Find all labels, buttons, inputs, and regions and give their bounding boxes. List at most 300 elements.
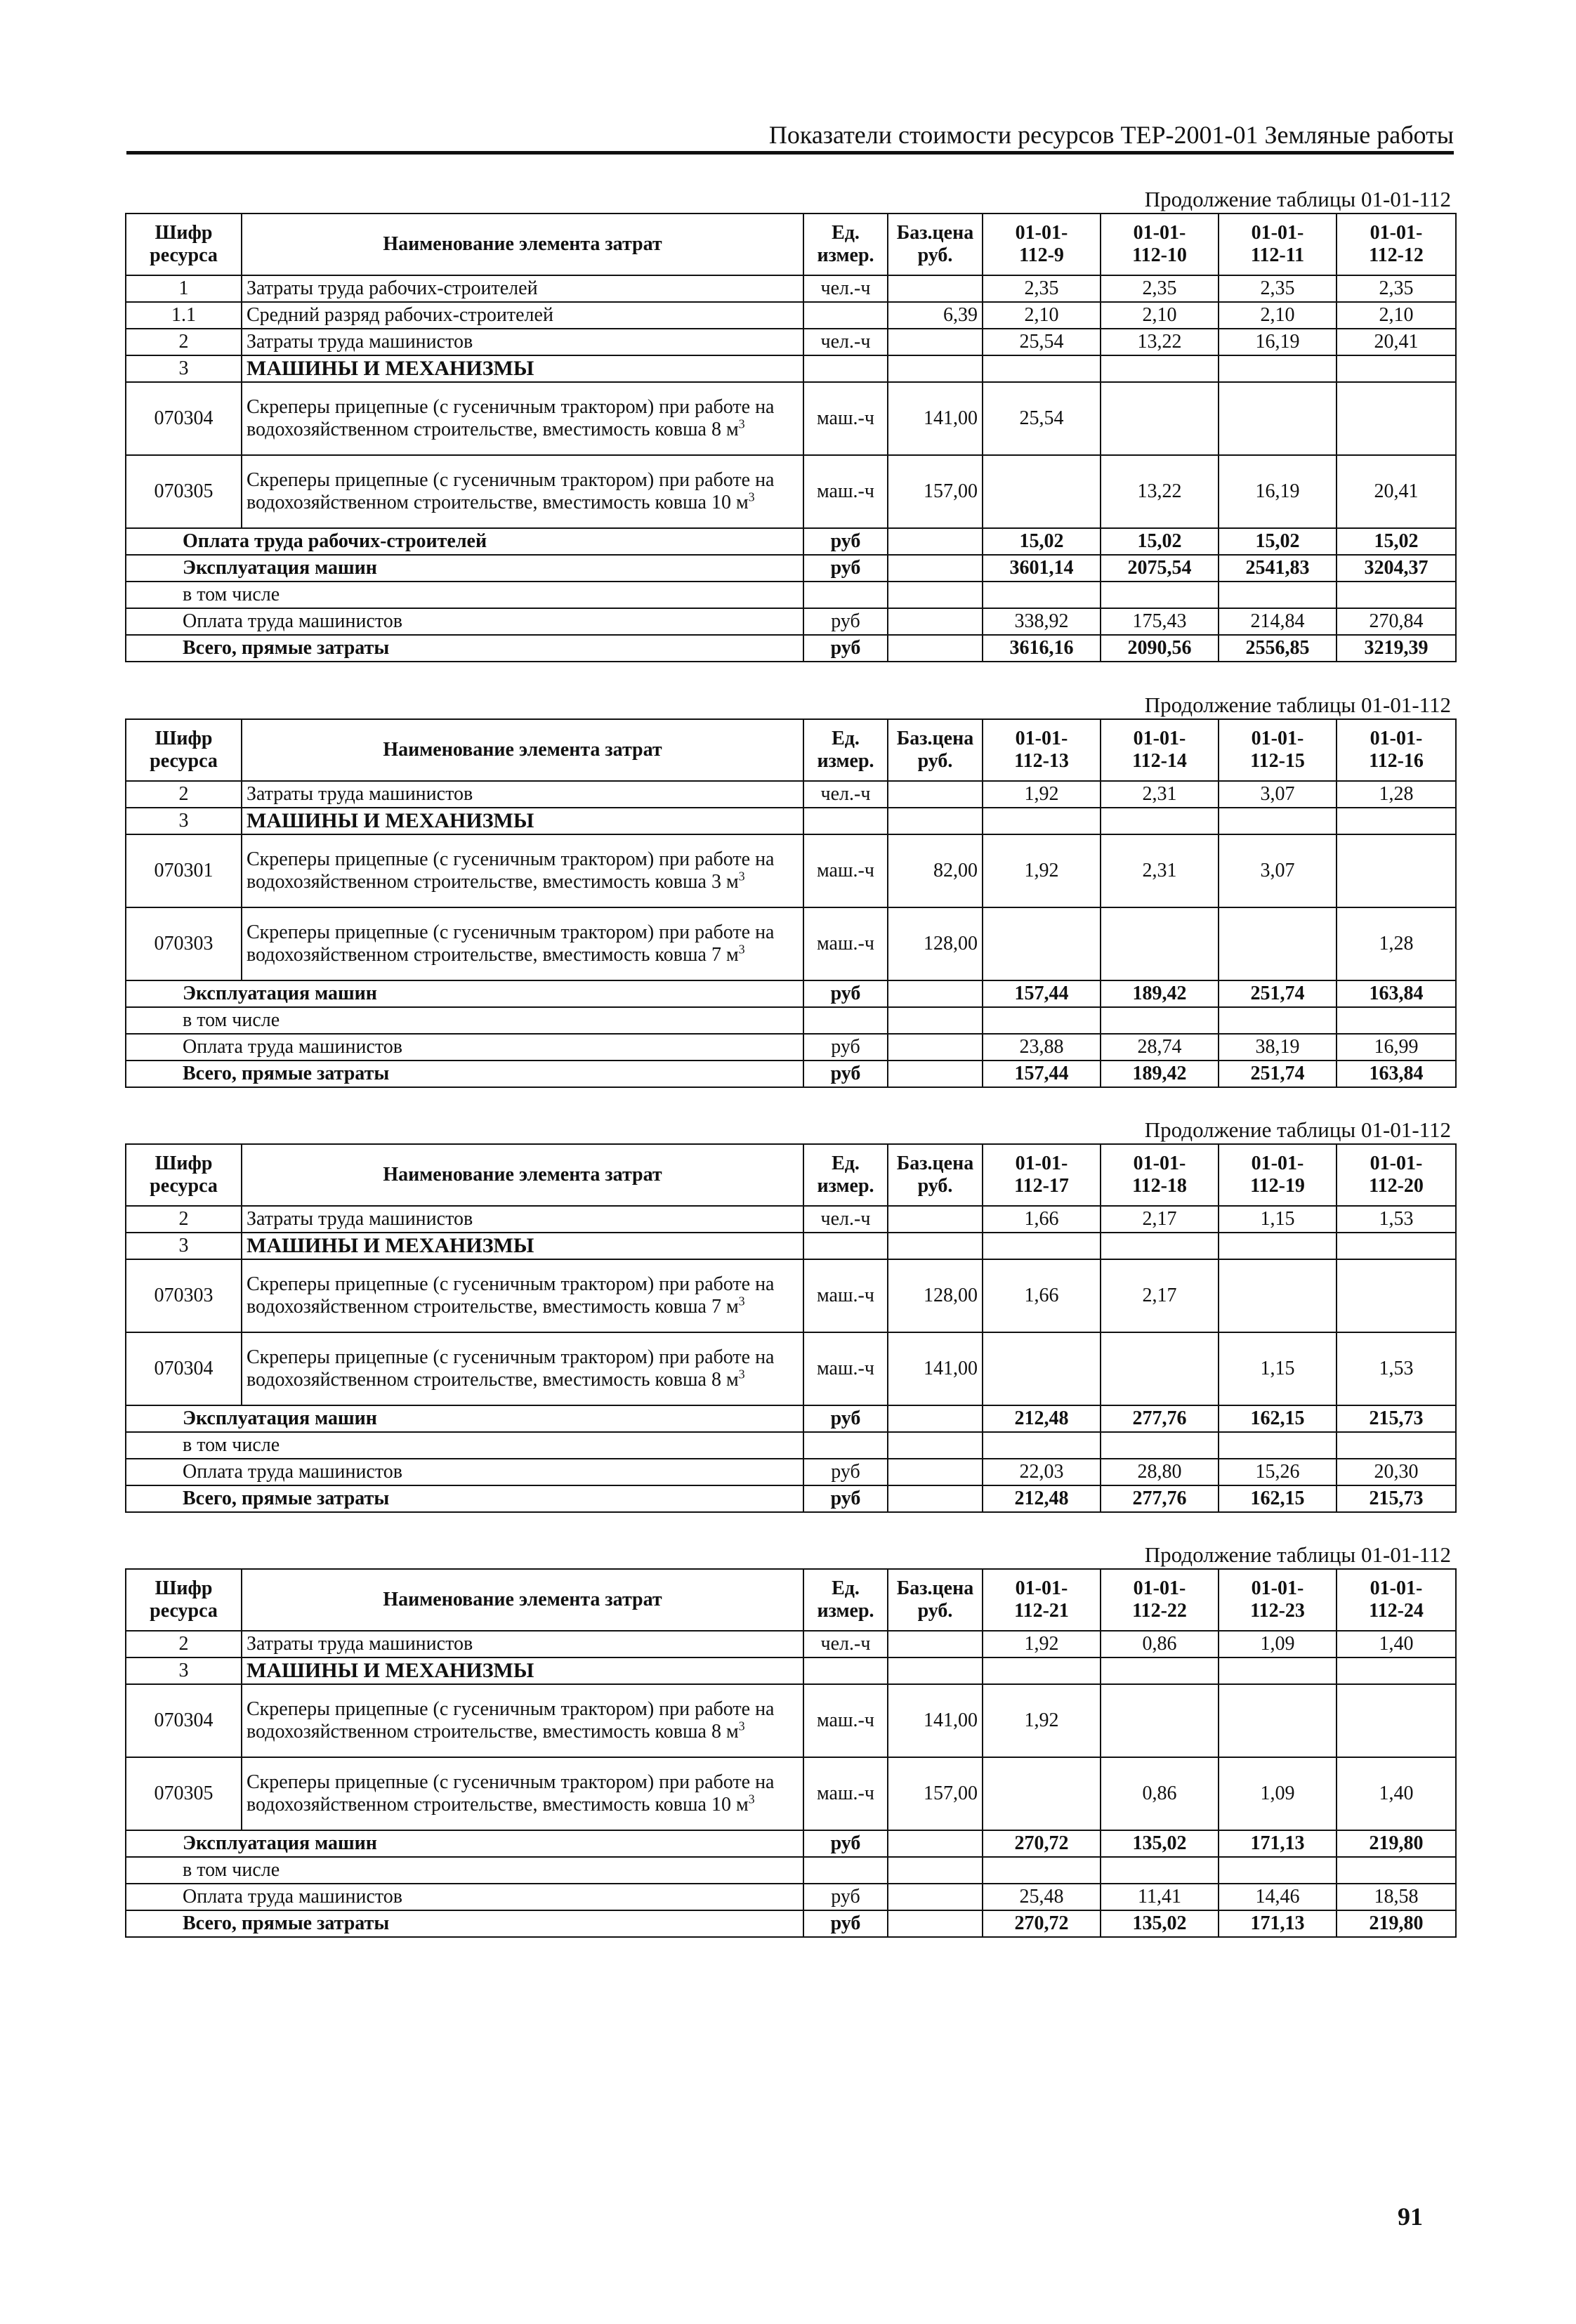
row-value: 20,41 xyxy=(1337,329,1456,355)
header-column-code xyxy=(1101,719,1219,781)
row-price xyxy=(888,1233,983,1259)
row-unit: чел.-ч xyxy=(803,1206,888,1233)
row-value xyxy=(1101,355,1219,382)
total-row xyxy=(126,1857,1456,1884)
total-unit: руб xyxy=(803,1884,888,1910)
header-name: Наименование элемента затрат xyxy=(242,1569,803,1631)
column-code-line2: 112-24 xyxy=(1369,1600,1424,1622)
row-value xyxy=(1337,1684,1456,1757)
total-value: 163,84 xyxy=(1337,1061,1456,1087)
row-name-cell xyxy=(242,1684,803,1757)
table-block-1 xyxy=(125,186,1455,662)
table-header-row xyxy=(126,1569,1456,1631)
table-row xyxy=(126,1657,1456,1684)
table-header-row xyxy=(126,214,1456,275)
row-code: 2 xyxy=(126,329,242,355)
row-name: Затраты труда машинистов xyxy=(247,1633,473,1655)
total-value xyxy=(983,1432,1101,1459)
total-value xyxy=(1101,1007,1219,1034)
total-value: 3204,37 xyxy=(1337,555,1456,582)
header-price-line2: руб. xyxy=(917,1175,953,1197)
row-price: 141,00 xyxy=(888,1684,983,1757)
row-value: 20,41 xyxy=(1337,455,1456,528)
total-value xyxy=(983,1007,1101,1034)
column-code-line2: 112-16 xyxy=(1369,750,1424,772)
row-value xyxy=(1219,1684,1337,1757)
header-unit xyxy=(803,214,888,275)
total-value xyxy=(1337,582,1456,608)
row-price: 128,00 xyxy=(888,907,983,980)
total-price-empty xyxy=(888,1485,983,1512)
row-unit: маш.-ч xyxy=(803,907,888,980)
row-unit xyxy=(803,355,888,382)
row-name: Скреперы прицепные (с гусеничным трактором) при работе на водохозяйственном строительстве, вместимость ковша 7 м xyxy=(247,921,775,966)
superscript-3: 3 xyxy=(738,1367,745,1381)
row-value: 1,92 xyxy=(983,1684,1101,1757)
row-value: 1,40 xyxy=(1337,1757,1456,1830)
total-value: 3219,39 xyxy=(1337,635,1456,662)
row-value: 1,53 xyxy=(1337,1206,1456,1233)
row-code: 3 xyxy=(126,808,242,834)
header-column-code xyxy=(1337,214,1456,275)
row-name: МАШИНЫ И МЕХАНИЗМЫ xyxy=(247,1234,534,1257)
total-value: 3616,16 xyxy=(983,635,1101,662)
column-code-line2: 112-10 xyxy=(1132,244,1187,266)
row-value xyxy=(1219,1233,1337,1259)
column-code-line2: 112-22 xyxy=(1132,1600,1187,1622)
total-value: 212,48 xyxy=(983,1485,1101,1512)
total-value: 2541,83 xyxy=(1219,555,1337,582)
column-code-line2: 112-17 xyxy=(1014,1175,1069,1197)
total-row xyxy=(126,635,1456,662)
total-unit: руб xyxy=(803,555,888,582)
row-name-cell xyxy=(242,907,803,980)
total-value: 162,15 xyxy=(1219,1485,1337,1512)
row-value: 1,28 xyxy=(1337,781,1456,808)
row-name: Скреперы прицепные (с гусеничным трактором) при работе на водохозяйственном строительстве, вместимость ковша 10 м xyxy=(247,469,775,513)
total-row xyxy=(126,1459,1456,1485)
page-header-title: Показатели стоимости ресурсов ТЕР-2001-01 Земляные работы xyxy=(768,121,1454,149)
total-value: 212,48 xyxy=(983,1405,1101,1432)
row-value xyxy=(1219,907,1337,980)
total-value: 270,72 xyxy=(983,1910,1101,1937)
superscript-3: 3 xyxy=(738,1719,745,1733)
total-price-empty xyxy=(888,555,983,582)
row-unit: маш.-ч xyxy=(803,1259,888,1332)
row-unit xyxy=(803,808,888,834)
table-row xyxy=(126,1684,1456,1757)
header-price-line2: руб. xyxy=(917,1600,953,1622)
table-caption: Продолжение таблицы 01-01-112 xyxy=(1144,692,1451,717)
row-name-cell xyxy=(242,834,803,907)
row-price xyxy=(888,1657,983,1684)
row-value xyxy=(1219,1657,1337,1684)
header-code-line1: Шифр xyxy=(155,728,213,749)
total-label: Оплата труда машинистов xyxy=(126,1034,803,1061)
row-value: 1,09 xyxy=(1219,1757,1337,1830)
row-price: 157,00 xyxy=(888,455,983,528)
header-column-code xyxy=(1219,719,1337,781)
row-value xyxy=(983,1332,1101,1405)
header-unit xyxy=(803,719,888,781)
total-value: 2090,56 xyxy=(1101,635,1219,662)
total-value: 38,19 xyxy=(1219,1034,1337,1061)
total-row xyxy=(126,1830,1456,1857)
header-column-code xyxy=(983,1569,1101,1631)
total-unit xyxy=(803,1857,888,1884)
total-price-empty xyxy=(888,980,983,1007)
total-unit: руб xyxy=(803,1830,888,1857)
header-name: Наименование элемента затрат xyxy=(242,1144,803,1206)
row-value: 16,19 xyxy=(1219,455,1337,528)
total-label: Всего, прямые затраты xyxy=(126,1061,803,1087)
total-value: 215,73 xyxy=(1337,1485,1456,1512)
header-column-code xyxy=(1219,1569,1337,1631)
total-value: 28,74 xyxy=(1101,1034,1219,1061)
total-price-empty xyxy=(888,582,983,608)
row-value: 2,17 xyxy=(1101,1206,1219,1233)
row-value: 2,17 xyxy=(1101,1259,1219,1332)
header-code-line1: Шифр xyxy=(155,1577,213,1599)
header-column-code xyxy=(1219,1144,1337,1206)
resource-cost-table xyxy=(125,718,1457,1088)
row-code: 070305 xyxy=(126,455,242,528)
total-value: 22,03 xyxy=(983,1459,1101,1485)
column-code-line2: 112-19 xyxy=(1250,1175,1305,1197)
column-code-line2: 112-13 xyxy=(1014,750,1069,772)
total-value xyxy=(1101,1432,1219,1459)
row-value: 2,31 xyxy=(1101,781,1219,808)
row-value xyxy=(983,355,1101,382)
column-code-line2: 112-18 xyxy=(1132,1175,1187,1197)
total-unit: руб xyxy=(803,608,888,635)
total-value: 28,80 xyxy=(1101,1459,1219,1485)
total-unit: руб xyxy=(803,1034,888,1061)
row-name-cell xyxy=(242,302,803,329)
header-code-line1: Шифр xyxy=(155,222,213,244)
column-code-line2: 112-14 xyxy=(1132,750,1187,772)
row-unit: маш.-ч xyxy=(803,455,888,528)
row-value xyxy=(1101,1332,1219,1405)
row-name: Скреперы прицепные (с гусеничным трактором) при работе на водохозяйственном строительстве, вместимость ковша 8 м xyxy=(247,396,775,440)
row-price xyxy=(888,1206,983,1233)
header-price-line1: Баз.цена xyxy=(896,728,974,749)
total-value: 219,80 xyxy=(1337,1830,1456,1857)
row-code: 070301 xyxy=(126,834,242,907)
total-value xyxy=(1337,1857,1456,1884)
total-price-empty xyxy=(888,608,983,635)
row-price xyxy=(888,808,983,834)
row-code: 2 xyxy=(126,1206,242,1233)
total-value: 18,58 xyxy=(1337,1884,1456,1910)
table-row xyxy=(126,302,1456,329)
row-value: 1,92 xyxy=(983,834,1101,907)
row-name-cell xyxy=(242,808,803,834)
header-rule xyxy=(126,151,1454,155)
row-value: 1,40 xyxy=(1337,1631,1456,1657)
header-column-code xyxy=(1337,1144,1456,1206)
resource-cost-table xyxy=(125,1568,1457,1938)
total-value xyxy=(1219,582,1337,608)
row-value xyxy=(1101,1657,1219,1684)
row-value xyxy=(983,907,1101,980)
total-price-empty xyxy=(888,1034,983,1061)
row-value: 0,86 xyxy=(1101,1757,1219,1830)
header-code-line2: ресурса xyxy=(150,1600,218,1622)
total-value: 15,02 xyxy=(1337,528,1456,555)
header-price-line2: руб. xyxy=(917,750,953,772)
total-price-empty xyxy=(888,1830,983,1857)
total-label: Всего, прямые затраты xyxy=(126,1910,803,1937)
row-price xyxy=(888,329,983,355)
row-value: 2,35 xyxy=(1337,275,1456,302)
total-value: 23,88 xyxy=(983,1034,1101,1061)
row-value xyxy=(983,1233,1101,1259)
row-value: 2,35 xyxy=(1219,275,1337,302)
total-row xyxy=(126,555,1456,582)
row-price: 157,00 xyxy=(888,1757,983,1830)
row-price: 82,00 xyxy=(888,834,983,907)
column-code-line1: 01-01- xyxy=(1015,728,1068,749)
row-unit xyxy=(803,302,888,329)
total-price-empty xyxy=(888,528,983,555)
total-value xyxy=(1337,1432,1456,1459)
total-value: 14,46 xyxy=(1219,1884,1337,1910)
header-column-code xyxy=(983,1144,1101,1206)
superscript-3: 3 xyxy=(738,1294,745,1308)
row-value: 3,07 xyxy=(1219,781,1337,808)
row-code: 070304 xyxy=(126,1332,242,1405)
total-label: Эксплуатация машин xyxy=(126,980,803,1007)
total-value xyxy=(983,582,1101,608)
total-row xyxy=(126,980,1456,1007)
total-label: Оплата труда рабочих-строителей xyxy=(126,528,803,555)
total-value: 277,76 xyxy=(1101,1485,1219,1512)
row-value xyxy=(1101,1233,1219,1259)
row-value: 2,35 xyxy=(1101,275,1219,302)
header-unit-line2: измер. xyxy=(817,244,874,266)
total-value: 277,76 xyxy=(1101,1405,1219,1432)
row-name: Затраты труда машинистов xyxy=(247,331,473,353)
total-value: 20,30 xyxy=(1337,1459,1456,1485)
header-unit-line1: Ед. xyxy=(832,1577,860,1599)
total-row xyxy=(126,1007,1456,1034)
row-code: 1 xyxy=(126,275,242,302)
row-value xyxy=(1337,808,1456,834)
total-value xyxy=(1219,1857,1337,1884)
total-value: 11,41 xyxy=(1101,1884,1219,1910)
row-name: Скреперы прицепные (с гусеничным трактором) при работе на водохозяйственном строительстве, вместимость ковша 8 м xyxy=(247,1346,775,1391)
row-value: 1,15 xyxy=(1219,1206,1337,1233)
header-code-line2: ресурса xyxy=(150,1175,218,1197)
total-value: 25,48 xyxy=(983,1884,1101,1910)
total-value: 189,42 xyxy=(1101,980,1219,1007)
row-value: 13,22 xyxy=(1101,329,1219,355)
row-unit: маш.-ч xyxy=(803,1757,888,1830)
row-value xyxy=(983,808,1101,834)
total-value: 15,02 xyxy=(1101,528,1219,555)
total-row xyxy=(126,1884,1456,1910)
header-column-code xyxy=(1101,1144,1219,1206)
column-code-line1: 01-01- xyxy=(1251,728,1304,749)
column-code-line1: 01-01- xyxy=(1133,222,1186,244)
row-value xyxy=(983,1657,1101,1684)
row-name-cell xyxy=(242,781,803,808)
total-label: в том числе xyxy=(126,1007,803,1034)
total-row xyxy=(126,608,1456,635)
table-caption: Продолжение таблицы 01-01-112 xyxy=(1144,1117,1451,1142)
total-label: Эксплуатация машин xyxy=(126,1830,803,1857)
table-header-row xyxy=(126,719,1456,781)
total-value xyxy=(983,1857,1101,1884)
header-name: Наименование элемента затрат xyxy=(242,214,803,275)
total-value: 2075,54 xyxy=(1101,555,1219,582)
row-value: 13,22 xyxy=(1101,455,1219,528)
total-row xyxy=(126,1034,1456,1061)
row-code: 070303 xyxy=(126,1259,242,1332)
column-code-line2: 112-20 xyxy=(1369,1175,1424,1197)
total-price-empty xyxy=(888,1910,983,1937)
column-code-line1: 01-01- xyxy=(1251,222,1304,244)
row-price xyxy=(888,781,983,808)
row-price: 6,39 xyxy=(888,302,983,329)
row-name-cell xyxy=(242,1259,803,1332)
row-unit: маш.-ч xyxy=(803,1684,888,1757)
row-price: 141,00 xyxy=(888,382,983,455)
header-unit-line1: Ед. xyxy=(832,728,860,749)
header-unit-line1: Ед. xyxy=(832,222,860,244)
row-value: 2,31 xyxy=(1101,834,1219,907)
row-code: 070304 xyxy=(126,382,242,455)
row-code: 070304 xyxy=(126,1684,242,1757)
total-unit: руб xyxy=(803,1405,888,1432)
header-unit xyxy=(803,1144,888,1206)
table-row xyxy=(126,834,1456,907)
row-code: 2 xyxy=(126,1631,242,1657)
row-value xyxy=(1219,808,1337,834)
row-name: Затраты труда машинистов xyxy=(247,783,473,805)
header-column-code xyxy=(983,719,1101,781)
row-value xyxy=(1219,355,1337,382)
total-value: 251,74 xyxy=(1219,980,1337,1007)
row-value: 3,07 xyxy=(1219,834,1337,907)
total-unit xyxy=(803,582,888,608)
row-value xyxy=(1219,1259,1337,1332)
total-label: Оплата труда машинистов xyxy=(126,1459,803,1485)
total-price-empty xyxy=(888,1432,983,1459)
total-value: 171,13 xyxy=(1219,1830,1337,1857)
column-code-line1: 01-01- xyxy=(1370,728,1423,749)
header-price-line1: Баз.цена xyxy=(896,1577,974,1599)
column-code-line1: 01-01- xyxy=(1133,1153,1186,1174)
superscript-3: 3 xyxy=(748,490,755,504)
row-value xyxy=(1219,382,1337,455)
header-code-line1: Шифр xyxy=(155,1153,213,1174)
total-value: 15,26 xyxy=(1219,1459,1337,1485)
row-name-cell xyxy=(242,455,803,528)
header-code-line2: ресурса xyxy=(150,750,218,772)
total-price-empty xyxy=(888,1459,983,1485)
row-name-cell xyxy=(242,1332,803,1405)
table-row xyxy=(126,1757,1456,1830)
table-block-2 xyxy=(125,692,1455,1088)
header-column-code xyxy=(1337,719,1456,781)
table-row xyxy=(126,1631,1456,1657)
column-code-line1: 01-01- xyxy=(1370,222,1423,244)
table-row xyxy=(126,808,1456,834)
total-price-empty xyxy=(888,1007,983,1034)
total-price-empty xyxy=(888,1857,983,1884)
total-label: в том числе xyxy=(126,582,803,608)
row-name: Скреперы прицепные (с гусеничным трактором) при работе на водохозяйственном строительстве, вместимость ковша 3 м xyxy=(247,848,775,893)
row-value: 1,92 xyxy=(983,1631,1101,1657)
table-row xyxy=(126,781,1456,808)
column-code-line2: 112-12 xyxy=(1369,244,1424,266)
table-row xyxy=(126,382,1456,455)
total-value: 270,84 xyxy=(1337,608,1456,635)
row-value xyxy=(1337,1657,1456,1684)
row-value: 1,15 xyxy=(1219,1332,1337,1405)
table-row xyxy=(126,355,1456,382)
resource-cost-table xyxy=(125,1143,1457,1513)
total-price-empty xyxy=(888,1061,983,1087)
total-value xyxy=(1101,1857,1219,1884)
row-value: 2,10 xyxy=(983,302,1101,329)
total-value: 175,43 xyxy=(1101,608,1219,635)
header-unit-line2: измер. xyxy=(817,1600,874,1622)
row-name: Затраты труда рабочих-строителей xyxy=(247,277,538,299)
total-value: 219,80 xyxy=(1337,1910,1456,1937)
row-price xyxy=(888,1631,983,1657)
column-code-line1: 01-01- xyxy=(1015,1577,1068,1599)
row-value: 1,53 xyxy=(1337,1332,1456,1405)
total-label: Эксплуатация машин xyxy=(126,555,803,582)
header-price-line2: руб. xyxy=(917,244,953,266)
row-price xyxy=(888,275,983,302)
superscript-3: 3 xyxy=(738,416,745,431)
row-name: Скреперы прицепные (с гусеничным трактором) при работе на водохозяйственном строительстве, вместимость ковша 10 м xyxy=(247,1771,775,1816)
total-value xyxy=(1219,1007,1337,1034)
table-row xyxy=(126,907,1456,980)
row-name-cell xyxy=(242,1206,803,1233)
table-block-3 xyxy=(125,1117,1455,1513)
row-value xyxy=(1101,808,1219,834)
row-value xyxy=(1101,907,1219,980)
table-row xyxy=(126,1259,1456,1332)
superscript-3: 3 xyxy=(738,869,745,884)
total-value xyxy=(1219,1432,1337,1459)
row-name-cell xyxy=(242,382,803,455)
row-name-cell xyxy=(242,1233,803,1259)
row-value: 25,54 xyxy=(983,382,1101,455)
column-code-line2: 112-21 xyxy=(1014,1600,1069,1622)
total-row xyxy=(126,528,1456,555)
table-caption: Продолжение таблицы 01-01-112 xyxy=(1144,1542,1451,1567)
total-value: 3601,14 xyxy=(983,555,1101,582)
row-code: 2 xyxy=(126,781,242,808)
row-value: 2,10 xyxy=(1337,302,1456,329)
table-caption: Продолжение таблицы 01-01-112 xyxy=(1144,187,1451,211)
table-row xyxy=(126,1233,1456,1259)
row-code: 3 xyxy=(126,355,242,382)
row-unit: чел.-ч xyxy=(803,781,888,808)
total-label: в том числе xyxy=(126,1857,803,1884)
row-unit: маш.-ч xyxy=(803,1332,888,1405)
row-name-cell xyxy=(242,1757,803,1830)
total-value: 15,02 xyxy=(1219,528,1337,555)
row-code: 1.1 xyxy=(126,302,242,329)
row-code: 070303 xyxy=(126,907,242,980)
